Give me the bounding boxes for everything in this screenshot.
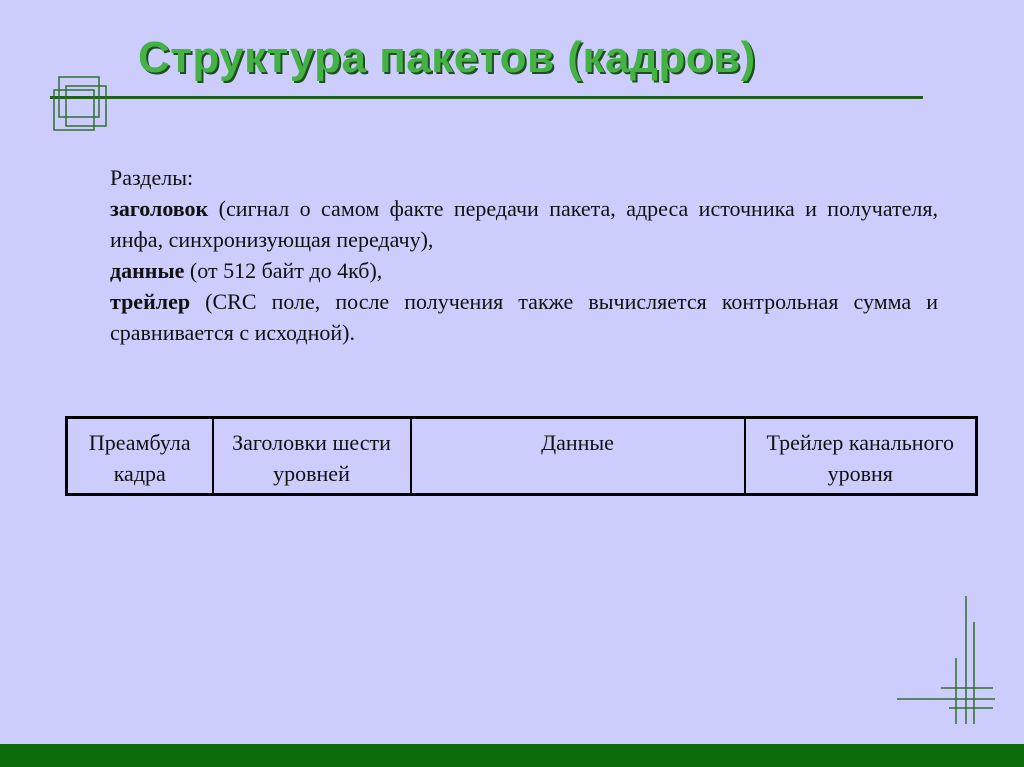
table-cell-trailer: Трейлер канального уровня: [745, 418, 977, 495]
table-cell-preamble: Преамбула кадра: [67, 418, 213, 495]
slide-title: Структура пакетов (кадров): [138, 33, 756, 82]
section-term: заголовок: [110, 196, 209, 221]
section-description: (CRC поле, после получения также вычисляется контрольная сумма и сравнивается с исходной).: [110, 289, 938, 345]
section-term: трейлер: [110, 289, 191, 314]
section-header: [110, 193, 938, 255]
table-cell-data: Данные: [411, 418, 745, 495]
sections-intro: Разделы:: [110, 165, 194, 190]
title-rule: [50, 96, 923, 99]
section-data: [110, 255, 938, 286]
table-row: [67, 418, 977, 495]
decorative-squares: [50, 74, 116, 140]
section-term: данные: [110, 258, 185, 283]
footer-bar: [0, 744, 1024, 767]
section-description: (сигнал о самом факте передачи пакета, адреса источника и получателя, инфа, синхронизующая передачу),: [110, 196, 938, 252]
section-description: (от 512 байт до 4кб),: [184, 258, 383, 283]
section-trailer: [110, 286, 938, 348]
sections-text: [110, 162, 938, 348]
decorative-corner-lines: [897, 596, 995, 726]
table-cell-headers: Заголовки шести уровней: [213, 418, 411, 495]
frame-structure-table: [65, 416, 978, 496]
